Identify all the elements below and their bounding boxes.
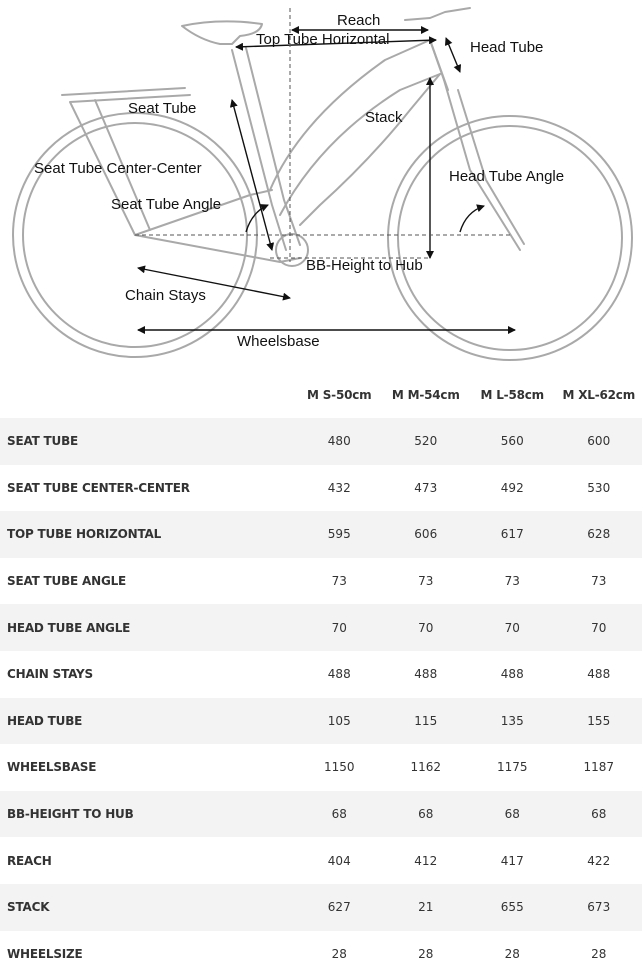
table-cell: 1162	[383, 744, 470, 791]
row-label: HEAD TUBE ANGLE	[0, 604, 296, 651]
table-cell: 595	[296, 511, 383, 558]
table-cell: 73	[296, 558, 383, 605]
table-row	[0, 418, 642, 465]
label-bb-height-to-hub: BB-Height to Hub	[306, 257, 423, 274]
table-cell: 606	[383, 511, 470, 558]
head-tube-shape	[430, 40, 524, 250]
table-row	[0, 931, 642, 978]
table-cell: 480	[296, 418, 383, 465]
table-cell: 417	[469, 837, 556, 884]
table-cell: 21	[383, 884, 470, 931]
table-cell: 627	[296, 884, 383, 931]
motor-shape	[276, 234, 308, 266]
table-cell: 617	[469, 511, 556, 558]
table-cell: 73	[383, 558, 470, 605]
row-label: CHAIN STAYS	[0, 651, 296, 698]
table-row	[0, 837, 642, 884]
label-head-tube: Head Tube	[470, 39, 544, 56]
table-row	[0, 884, 642, 931]
table-row	[0, 465, 642, 512]
row-label: STACK	[0, 884, 296, 931]
table-cell: 404	[296, 837, 383, 884]
table-cell: 1175	[469, 744, 556, 791]
geometry-diagram	[0, 0, 642, 370]
table-cell: 28	[556, 931, 642, 978]
table-cell: 1187	[556, 744, 642, 791]
table-cell: 70	[383, 604, 470, 651]
table-cell: 28	[469, 931, 556, 978]
table-row	[0, 698, 642, 745]
label-seat-tube: Seat Tube	[128, 100, 197, 117]
table-cell: 488	[556, 651, 642, 698]
table-cell: 432	[296, 465, 383, 512]
table-cell: 155	[556, 698, 642, 745]
row-label: HEAD TUBE	[0, 698, 296, 745]
table-cell: 68	[296, 791, 383, 838]
row-label: REACH	[0, 837, 296, 884]
table-row	[0, 558, 642, 605]
table-cell: 600	[556, 418, 642, 465]
table-row	[0, 511, 642, 558]
saddle-shape	[182, 21, 262, 44]
header-size-m: M M-54cm	[391, 388, 460, 402]
table-cell: 492	[469, 465, 556, 512]
header-size-l: M L-58cm	[480, 388, 544, 402]
header-empty	[0, 372, 296, 418]
table-cell: 70	[296, 604, 383, 651]
row-label: SEAT TUBE ANGLE	[0, 558, 296, 605]
bike-frame-drawing	[0, 0, 642, 370]
row-label: TOP TUBE HORIZONTAL	[0, 511, 296, 558]
head-tube-arrow	[446, 38, 460, 72]
table-row	[0, 791, 642, 838]
table-cell: 105	[296, 698, 383, 745]
table-cell: 1150	[296, 744, 383, 791]
table-cell: 530	[556, 465, 642, 512]
table-row	[0, 744, 642, 791]
table-cell: 488	[296, 651, 383, 698]
table-cell: 628	[556, 511, 642, 558]
row-label: WHEELSBASE	[0, 744, 296, 791]
table-cell: 68	[469, 791, 556, 838]
table-cell: 70	[469, 604, 556, 651]
table-cell: 28	[296, 931, 383, 978]
label-reach: Reach	[337, 12, 381, 29]
table-cell: 412	[383, 837, 470, 884]
label-top-tube-horizontal: Top Tube Horizontal	[256, 31, 390, 48]
table-cell: 673	[556, 884, 642, 931]
table-cell: 135	[469, 698, 556, 745]
handlebar-shape	[405, 8, 470, 20]
geometry-table	[0, 372, 642, 977]
table-cell: 70	[556, 604, 642, 651]
front-wheel-outer	[388, 116, 632, 360]
label-seat-tube-center-center: Seat Tube Center-Center	[34, 160, 202, 177]
table-row	[0, 651, 642, 698]
table-cell: 68	[556, 791, 642, 838]
row-label: WHEELSIZE	[0, 931, 296, 978]
top-tube-shape	[270, 40, 440, 215]
table-cell: 488	[383, 651, 470, 698]
table-row	[0, 604, 642, 651]
row-label: SEAT TUBE CENTER-CENTER	[0, 465, 296, 512]
front-wheel-inner	[398, 126, 622, 350]
table-cell: 115	[383, 698, 470, 745]
label-seat-tube-angle: Seat Tube Angle	[111, 196, 222, 213]
label-chain-stays: Chain Stays	[125, 287, 206, 304]
row-label: SEAT TUBE	[0, 418, 296, 465]
label-wheelsbase: Wheelsbase	[237, 333, 320, 350]
row-label: BB-HEIGHT TO HUB	[0, 791, 296, 838]
table-cell: 655	[469, 884, 556, 931]
header-size-s: M S-50cm	[307, 388, 372, 402]
label-head-tube-angle: Head Tube Angle	[449, 168, 565, 185]
table-cell: 68	[383, 791, 470, 838]
head-tube-angle-arc	[460, 206, 484, 232]
header-size-xl: M XL-62cm	[562, 388, 635, 402]
table-cell: 422	[556, 837, 642, 884]
down-tube-shape	[300, 40, 444, 225]
table-header-row	[0, 372, 642, 418]
table-cell: 560	[469, 418, 556, 465]
table-cell: 473	[383, 465, 470, 512]
table-cell: 28	[383, 931, 470, 978]
table-cell: 73	[556, 558, 642, 605]
label-stack: Stack	[365, 109, 403, 126]
table-cell: 520	[383, 418, 470, 465]
table-cell: 488	[469, 651, 556, 698]
table-cell: 73	[469, 558, 556, 605]
seat-tube-arrow	[232, 100, 272, 250]
